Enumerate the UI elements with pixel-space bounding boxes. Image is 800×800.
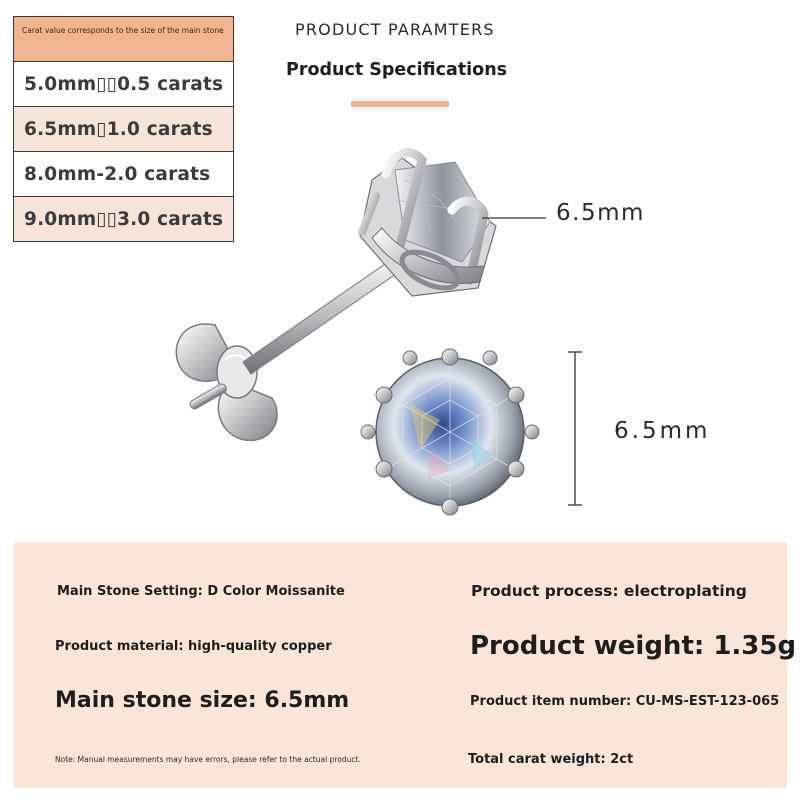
size-row-5mm: 5.0mm▯▯0.5 carats [14,62,233,107]
dimension-line-top [568,352,582,505]
size-row-8mm: 8.0mm-2.0 carats [14,152,233,197]
section-title: PRODUCT PARAMTERS [295,20,495,39]
spec-total-carat-weight: Total carat weight: 2ct [468,752,634,767]
earring-post [243,262,396,374]
spec-note: Note: Manual measurements may have errors, please refer to the actual product. [55,755,361,764]
earring-top-view [361,349,539,515]
spec-product-process: Product process: electroplating [471,582,747,600]
accent-divider [351,101,449,107]
spec-main-stone-size: Main stone size: 6.5mm [55,688,350,713]
earring-back-clutch [176,324,277,440]
dimension-label-top: 6.5mm [614,418,711,444]
size-row-9mm: 9.0mm▯▯3.0 carats [14,197,233,241]
dimension-label-side: 6.5mm [556,200,645,226]
earring-illustration [150,130,650,530]
spec-main-stone-setting: Main Stone Setting: D Color Moissanite [57,584,345,599]
size-table-header: Carat value corresponds to the size of the main stone [14,17,233,62]
spec-item-number: Product item number: CU-MS-EST-123-065 [470,694,780,709]
specs-panel [14,542,787,788]
spec-product-material: Product material: high-quality copper [55,639,332,654]
page-subtitle: Product Specifications [286,60,508,80]
size-row-6-5mm: 6.5mm▯1.0 carats [14,107,233,152]
spec-product-weight: Product weight: 1.35g [470,631,797,661]
